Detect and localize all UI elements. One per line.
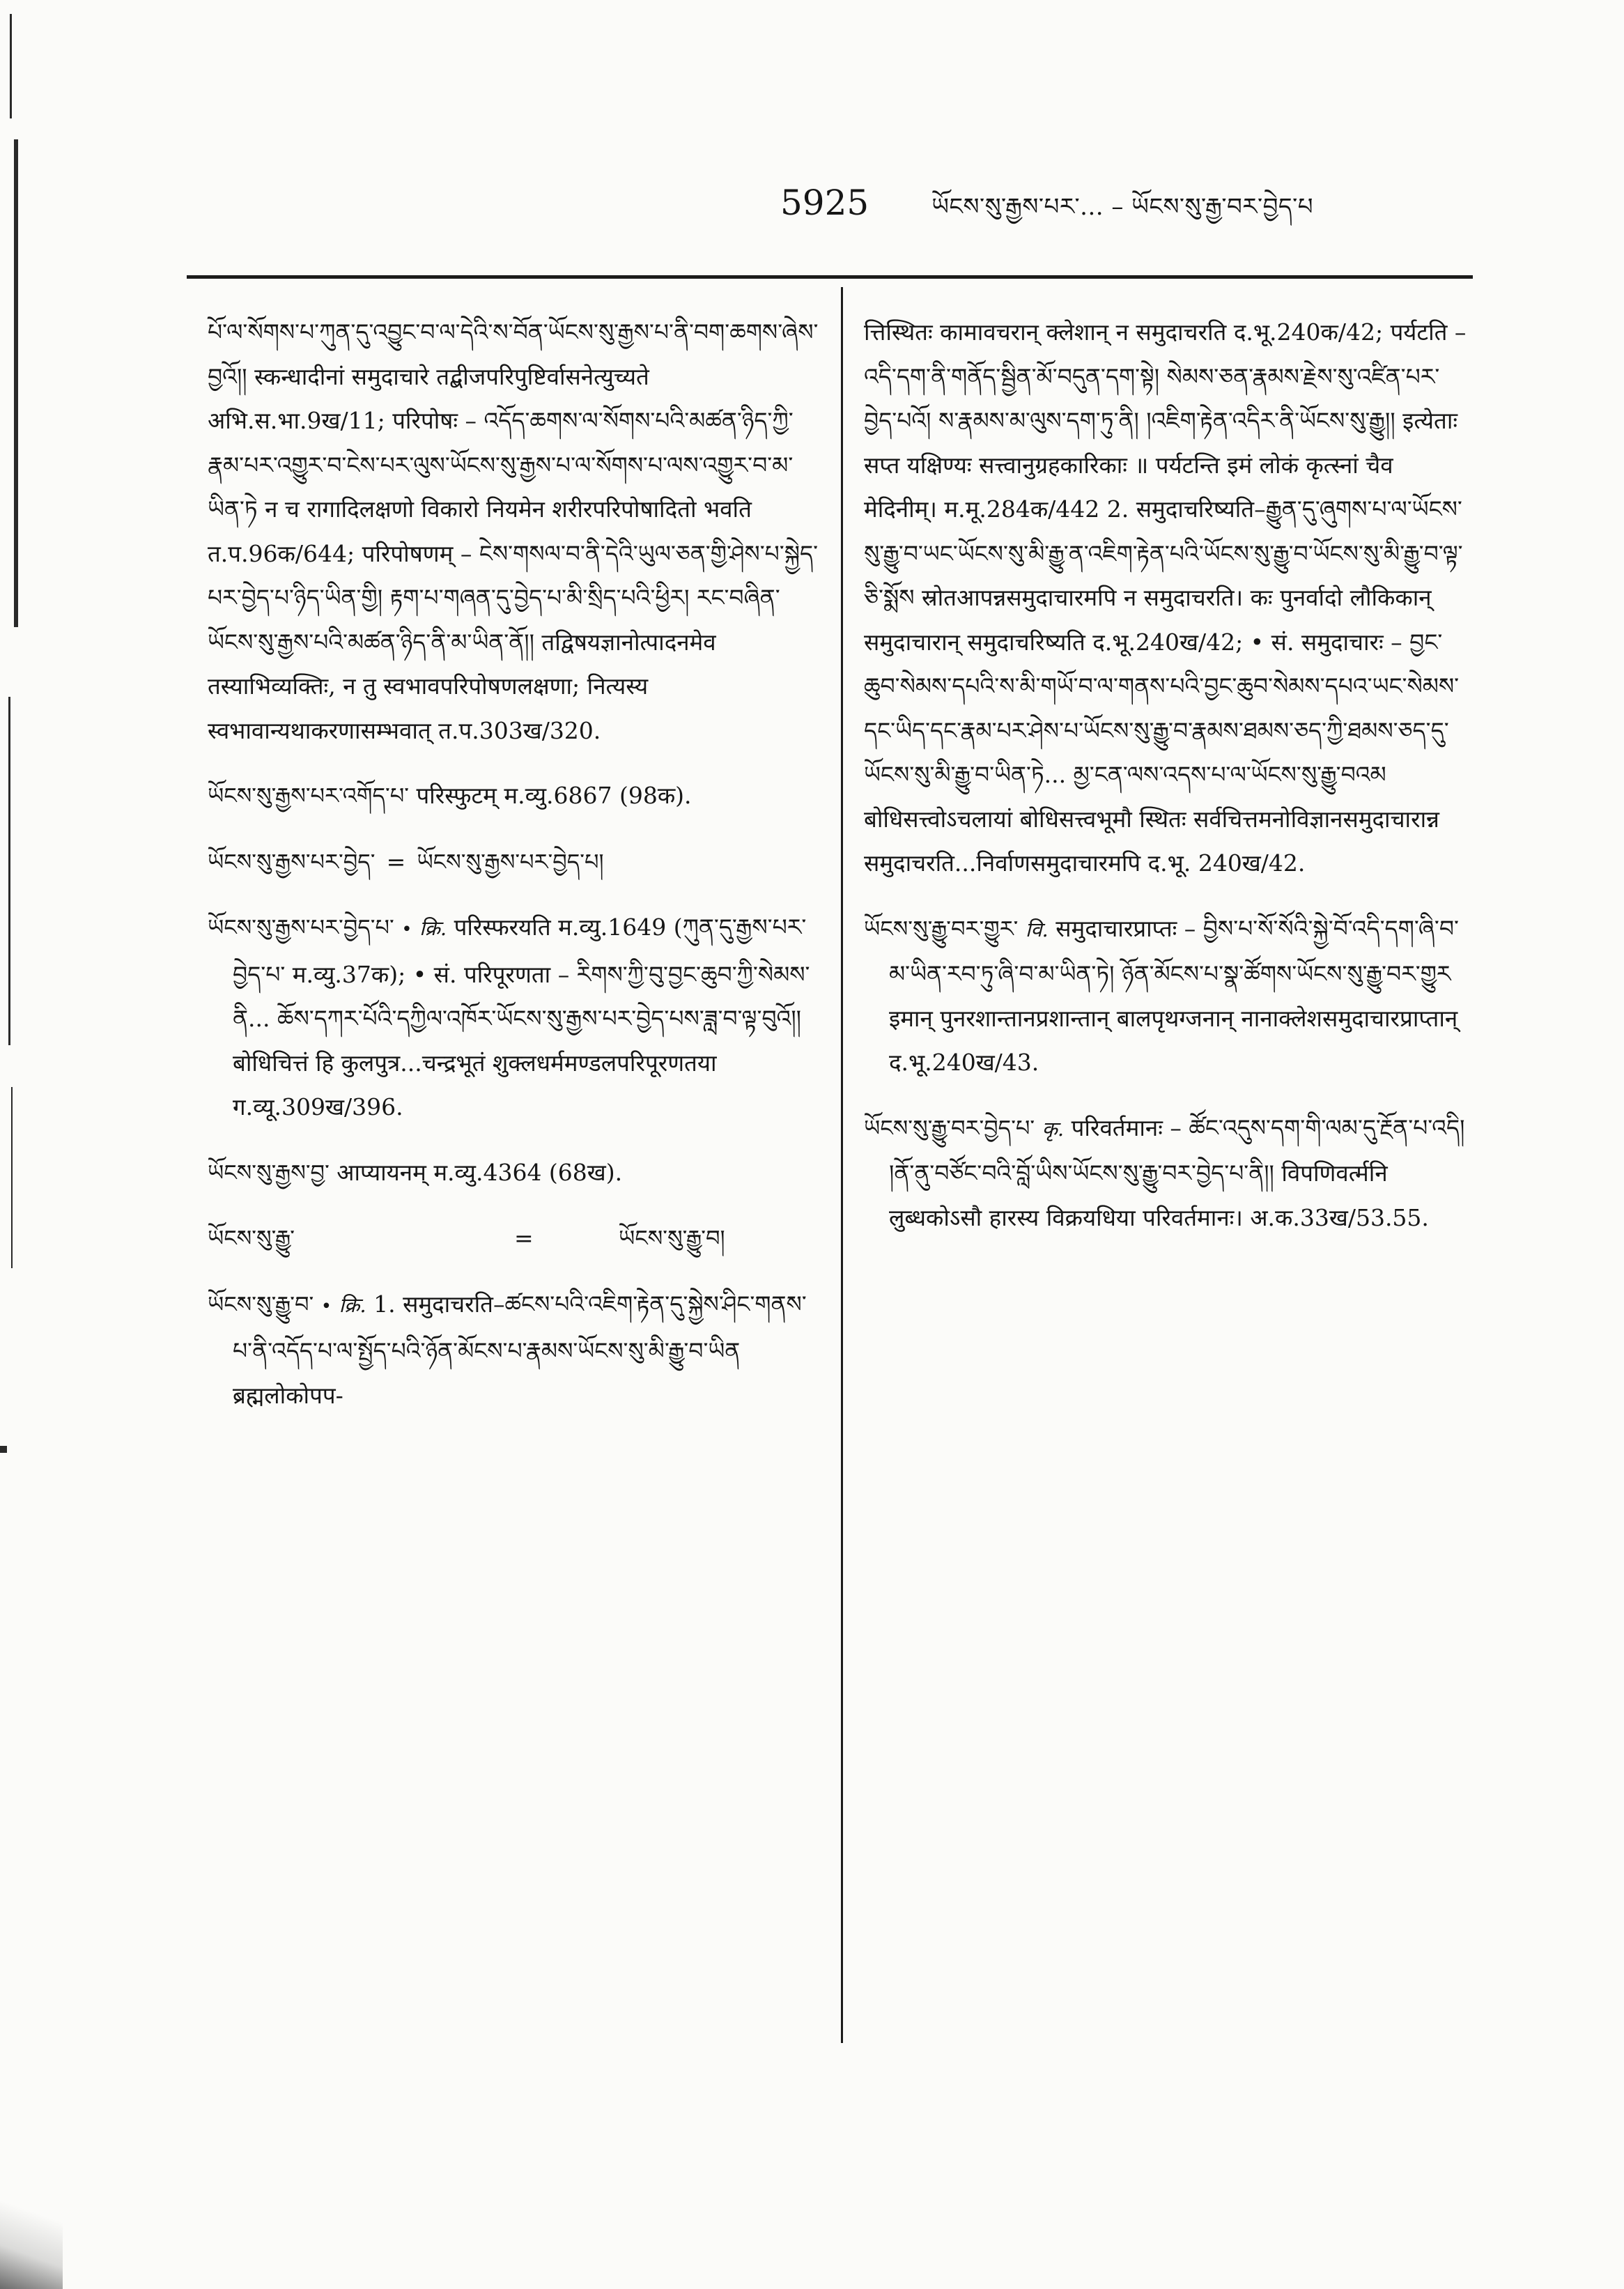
grammar-label: वि.	[1025, 917, 1049, 941]
bullet-marker: •	[401, 919, 412, 940]
right-column	[864, 310, 1471, 1240]
dictionary-entry	[208, 1282, 821, 1418]
entry-headword: ཡོངས་སུ་རྒྱུ་བར་བྱེད་པ་	[864, 1114, 1035, 1141]
left-column	[208, 310, 821, 1417]
equals-sign: =	[386, 847, 406, 875]
cross-ref-source: ཡོངས་སུ་རྒྱུ་	[208, 1225, 295, 1251]
grammar-label: क्रि.	[339, 1293, 366, 1317]
dictionary-entry	[208, 1150, 821, 1196]
binding-edge	[0, 0, 28, 2289]
entry-text: त्तिस्थितः कामावचरान् क्लेशान् न समुदाचरति द.भू.240क/42; पर्यटति – འདི་དག་ནི་གནོད་སྦྱིན་མོ་བདུན་དག་སྟེ། སེམས་ཅན་རྣམས་རྗེས་སུ་འཛིན་པར་བྱེད་པའོ། ས་རྣམས་མ་ལུས་དག་ཏུ་ནི། །འཇིག་རྟེན་འདིར་ནི་ཡོངས་སུ་རྒྱུ།། इत्येताः सप्त यक्षिण्यः सत्त्वानुग्रहकारिकाः ॥ पर्यटन्ति इमं लोकं कृत्स्नां चैव मेदिनीम्। म.मू.284क/442 2. समुदाचरिष्यति–རྒྱུན་དུ་ཞུགས་པ་ལ་ཡོངས་སུ་རྒྱུ་བ་ཡང་ཡོངས་སུ་མི་རྒྱུ་ན་འཇིག་རྟེན་པའི་ཡོངས་སུ་རྒྱུ་བ་ཡོངས་སུ་མི་རྒྱུ་བ་ལྟ་ཅི་སྨོས स्रोतआपन्नसमुदाचारमपि न समुदाचरति। कः पुनर्वादो लौकिकान् समुदाचारान् समुदाचरिष्यति द.भू.240ख/42; • सं. समुदाचारः – བྱང་ཆུབ་སེམས་དཔའི་ས་མི་གཡོ་བ་ལ་གནས་པའི་བྱང་ཆུབ་སེམས་དཔའ་ཡང་སེམས་དང་ཡིད་དང་རྣམ་པར་ཤེས་པ་ཡོངས་སུ་རྒྱུ་བ་རྣམས་ཐམས་ཅད་ཀྱི་ཐམས་ཅད་དུ་ཡོངས་སུ་མི་རྒྱུ་བ་ཡིན་ཏེ... མྱ་ངན་ལས་འདས་པ་ལ་ཡོངས་སུ་རྒྱུ་བའམ बोधिसत्त्वोऽचलायां बोधिसत्त्वभूमौ स्थितः सर्वचित्तमनोविज्ञानसमुदाचारान्न समुदाचरति...निर्वाणसमुदाचारमपि द.भू. 240ख/42.	[864, 318, 1467, 877]
dictionary-entry	[208, 905, 821, 1130]
entry-text: समुदाचारप्राप्तः – བྱིས་པ་སོ་སོའི་སྐྱེ་བོ་འདི་དག་ཞི་བ་མ་ཡིན་རབ་ཏུ་ཞི་བ་མ་ཡིན་ཏེ། ཉོན་མོངས་པ་སྣ་ཚོགས་ཡོངས་སུ་རྒྱུ་བར་གྱུར इमान् पुनरशान्तानप्रशान्तान् बालपृथग्जनान् नानाक्लेशसमुदाचारप्राप्तान् द.भू.240ख/43.	[889, 914, 1459, 1076]
entry-headword: ཡོངས་སུ་རྒྱས་བྱ་	[208, 1159, 330, 1186]
entry-continuation	[208, 310, 821, 753]
running-head: ཡོངས་སུ་རྒྱས་པར་... – ཡོངས་སུ་རྒྱ་བར་བྱེད་པ	[931, 193, 1314, 221]
entry-text: 1. समुदाचरति–ཚངས་པའི་འཇིག་རྟེན་དུ་སྐྱེས་ཤིང་གནས་པ་ནི་འདོད་པ་ལ་སྤྱོད་པའི་ཉོན་མོངས་པ་རྣམས་ཡོངས་སུ་མི་རྒྱུ་བ་ཡིན ब्रह्मलोकोपप-	[233, 1290, 807, 1409]
entry-text: आप्यायनम् म.व्यु.4364 (68ख).	[337, 1158, 623, 1186]
cross-reference	[208, 840, 821, 885]
page-number: 5925	[780, 183, 869, 223]
dictionary-entry	[864, 907, 1471, 1085]
scan-smudge	[0, 2184, 63, 2289]
equals-sign: =	[514, 1224, 534, 1251]
cross-ref-target: ཡོངས་སུ་རྒྱས་པར་བྱེད་པ།	[417, 848, 604, 875]
entry-text: परिवर्तमानः – ཚོང་འདུས་དག་གི་ལམ་དུ་རྔོན་པ་འདི། །ནོ་ནུ་བཙོང་བའི་བློ་ཡིས་ཡོངས་སུ་རྒྱུ་བར་བྱེད་པ་ནི།། विपणिवर्त्मनि लुब्धकोऽसौ हारस्य विक्रयधिया परिवर्तमानः। अ.क.33ख/53.55.	[889, 1113, 1465, 1231]
cross-reference	[208, 1216, 821, 1261]
page-header	[780, 180, 1477, 236]
entry-text: པོ་ལ་སོགས་པ་ཀུན་དུ་འབྱུང་བ་ལ་དེའི་ས་བོན་ཡོངས་སུ་རྒྱས་པ་ནི་བག་ཆགས་ཞེས་བྱའོ།། स्कन्धादीनां समुदाचारे तद्बीजपरिपुष्टिर्वासनेत्युच्यते अभि.स.भा.9ख/11; परिपोषः – འདོད་ཆགས་ལ་སོགས་པའི་མཚན་ཉིད་ཀྱི་རྣམ་པར་འགྱུར་བ་ངེས་པར་ལུས་ཡོངས་སུ་རྒྱས་པ་ལ་སོགས་པ་ལས་འགྱུར་བ་མ་ཡིན་ཏེ न च रागादिलक्षणो विकारो नियमेन शरीरपरिपोषादितो भवति त.प.96क/644; परिपोषणम् – ངེས་གསལ་བ་ནི་དེའི་ཡུལ་ཅན་གྱི་ཤེས་པ་སྐྱེད་པར་བྱེད་པ་ཉིད་ཡིན་གྱི། རྟག་པ་གཞན་དུ་བྱེད་པ་མི་སྲིད་པའི་ཕྱིར། རང་བཞིན་ཡོངས་སུ་རྒྱས་པའི་མཚན་ཉིད་ནི་མ་ཡིན་ནོ།། तद्विषयज्ञानोत्पादनमेव तस्याभिव्यक्तिः, न तु स्वभावपरिपोषणलक्षणा; नित्यस्य स्वभावान्यथाकरणासम्भवात् त.प.303ख/320.	[208, 318, 819, 744]
grammar-label: क्रि.	[419, 916, 447, 940]
cross-ref-target: ཡོངས་སུ་རྒྱུ་བ།	[619, 1225, 725, 1251]
header-rule	[187, 275, 1473, 279]
grammar-label: कृ.	[1042, 1116, 1065, 1141]
column-divider	[841, 287, 843, 2043]
entry-headword: ཡོངས་སུ་རྒྱུ་བ་	[208, 1290, 314, 1318]
bullet-marker: •	[320, 1295, 332, 1317]
entry-continuation	[864, 310, 1471, 886]
entry-headword: ཡོངས་སུ་རྒྱུ་བར་གྱུར་	[864, 915, 1019, 942]
dictionary-entry	[208, 773, 821, 819]
entry-text: परिस्फुटम् म.व्यु.6867 (98क).	[416, 782, 692, 809]
dictionary-entry	[864, 1106, 1471, 1240]
entry-headword: ཡོངས་སུ་རྒྱས་པར་འགོད་པ་	[208, 783, 409, 809]
entry-text: परिस्फरयति म.व्यु.1649 (ཀུན་དུ་རྒྱས་པར་བྱེད་པ་ म.व्यु.37क); • सं. परिपूरणता – རིགས་ཀྱི་བུ་བྱང་ཆུབ་ཀྱི་སེམས་ནི... ཆོས་དཀར་པོའི་དཀྱིལ་འཁོར་ཡོངས་སུ་རྒྱས་པར་བྱེད་པས་ཟླ་བ་ལྟ་བུའོ།། बोधिचित्तं हि कुलपुत्र...चन्द्रभूतं शुक्लधर्ममण्डलपरिपूरणतया ग.व्यू.309ख/396.	[233, 914, 810, 1120]
cross-ref-source: ཡོངས་སུ་རྒྱས་པར་བྱེད་	[208, 848, 376, 875]
entry-headword: ཡོངས་སུ་རྒྱས་པར་བྱེད་པ་	[208, 914, 394, 941]
